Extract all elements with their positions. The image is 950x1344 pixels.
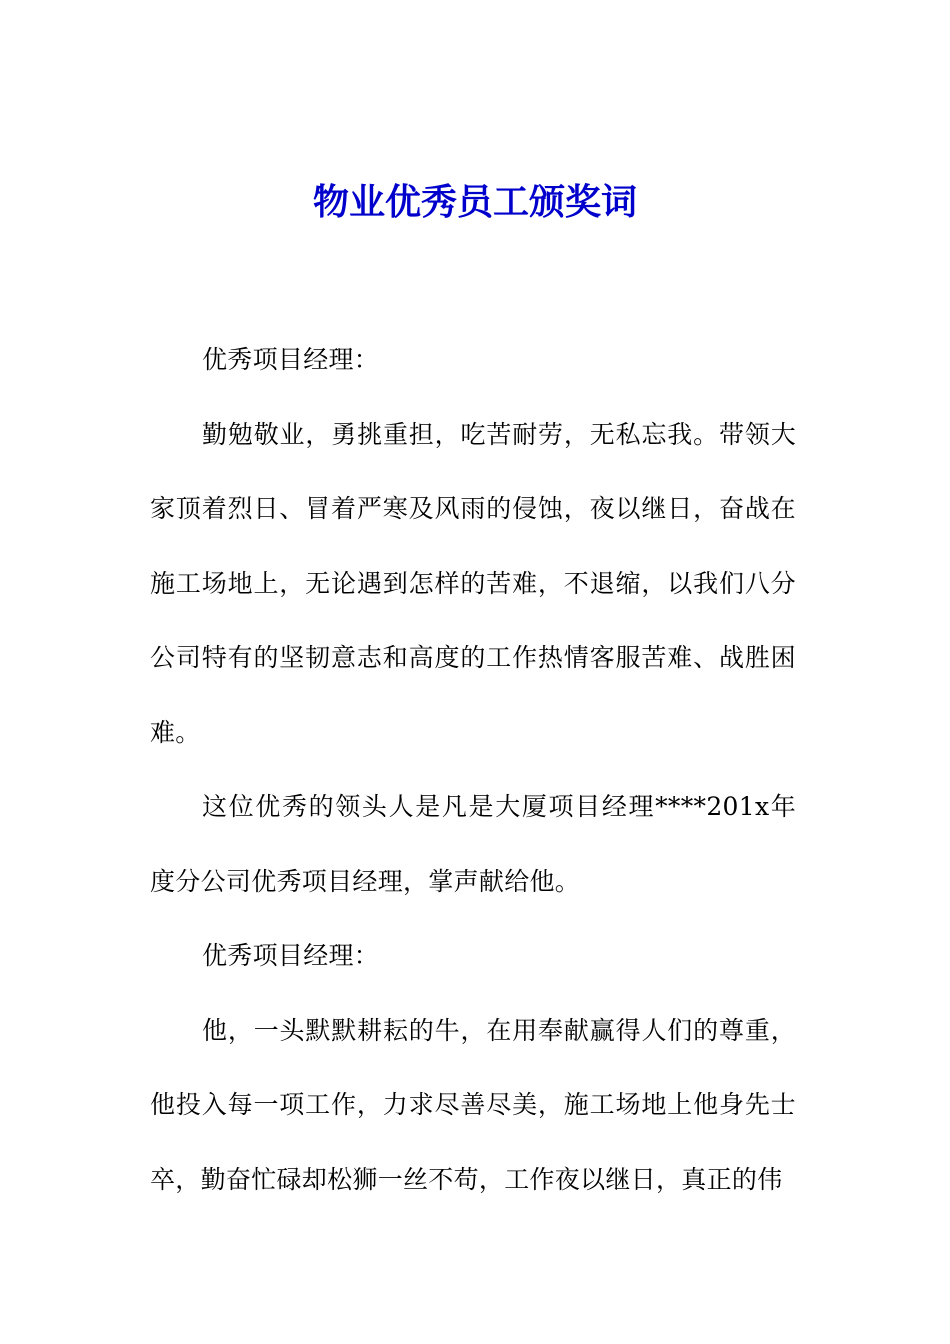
document-title: 物业优秀员工颁奖词: [312, 181, 637, 223]
paragraph-1: 勤勉敬业，勇挑重担，吃苦耐劳，无私忘我。带领大家顶着烈日、冒着严寒及风雨的侵蚀，夜以继日，奋战在施工场地上，无论遇到怎样的苦难，不退缩，以我们八分公司特有的坚韧意志和高度的工作热情客服苦难、战胜困难。: [150, 419, 796, 747]
document-body: [150, 323, 796, 1217]
paragraph-heading-1: 优秀项目经理：: [202, 345, 380, 374]
paragraph-3: 他，一头默默耕耘的牛，在用奉献赢得人们的尊重，他投入每一项工作，力求尽善尽美，施工场地上他身先士卒，勤奋忙碌却松狮一丝不苟，工作夜以继日，真正的伟: [150, 1015, 796, 1194]
paragraph-2: 这位优秀的领头人是凡是大厦项目经理****201x年度分公司优秀项目经理，掌声献给他。: [150, 792, 796, 896]
paragraph-heading-2: 优秀项目经理：: [202, 941, 380, 970]
